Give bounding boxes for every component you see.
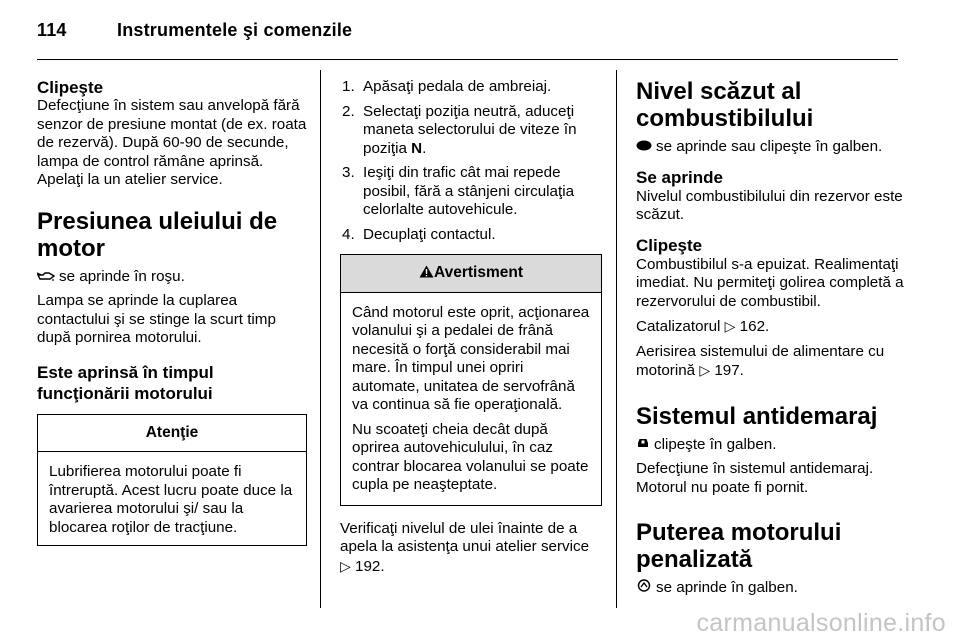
paragraph: Defecţiune în sistemul antidemaraj. Motorul nu poate fi pornit. [636, 460, 874, 496]
paragraph: Combustibilul s-a epuizat. Realimentaţi imediat. Nu permiteţi golirea completă a rezervorului de combustibil. [636, 255, 904, 310]
paragraph: Verificaţi nivelul de ulei înainte de a apela la asistenţa unui atelier service ▷ 192. [340, 519, 590, 575]
list-item: 3. Ieşiţi din trafic cât mai repede posibil, fără a stânjeni circulaţia celorlalte autovehicule. [342, 164, 575, 218]
icon-line: se aprinde sau clipeşte în galben. [636, 138, 914, 157]
icon-line: se aprinde în galben. [636, 579, 914, 598]
attention-box [37, 414, 307, 547]
list-item: 4. Decuplaţi contactul. [342, 225, 496, 243]
paragraph: Nivelul combustibilului din rezervor este scăzut. [636, 187, 903, 223]
warning-title: Avertisment [341, 255, 601, 293]
attention-title: Atenţie [38, 415, 306, 453]
page-number: 114 [37, 20, 67, 40]
column-2 [340, 78, 602, 582]
icon-line: clipeşte în galben. [636, 436, 914, 455]
steps-list [340, 78, 602, 244]
column-1 [37, 78, 307, 546]
paragraph: Aerisirea sistemului de alimentare cu motorină ▷ 197. [636, 342, 885, 379]
column-divider [320, 70, 321, 608]
engine-power-icon [636, 579, 652, 598]
section-title-immobiliser: Sistemul antidemaraj [636, 402, 878, 430]
car-key-icon [636, 436, 650, 455]
subheading-lights-up: Se aprinde [636, 167, 723, 187]
header-rule [37, 59, 898, 60]
page-ref-icon: ▷ [724, 318, 736, 334]
watermark: carmanualsonline.info [696, 609, 946, 637]
column-3 [636, 78, 914, 604]
oil-can-icon [37, 268, 55, 287]
subheading-engine-running: Este aprinsă în timpul funcţionării motorului [37, 362, 214, 403]
warning-box [340, 254, 602, 506]
subheading-flashes: Clipeşte [37, 78, 104, 97]
paragraph: Lampa se aprinde la cuplarea contactului şi se stinge la scurt timp după pornirea motorului. [37, 292, 276, 346]
attention-text: Lubrifierea motorului poate fi întreruptă. Acest lucru poate duce la avarierea motorului şi/ sau la blocarea roţilor de tracţiune. [49, 463, 293, 536]
section-title-low-fuel: Nivel scăzut al combustibilului [636, 78, 814, 132]
fuel-drop-icon [636, 138, 652, 157]
list-item: 2. Selectaţi poziţia neutră, aduceţi maneta selectorului de viteze în poziţia N. [342, 102, 577, 157]
section-title-oil-pressure: Presiunea uleiului de motor [37, 207, 278, 262]
paragraph: Defecţiune în sistem sau anvelopă fără senzor de presiune montat (de ex. roata de rezervă). După 60-90 de secunde, lampa de control rămâne aprinsă. Apelaţi la un atelier service. [37, 97, 307, 188]
list-item: 1. Apăsaţi pedala de ambreiaj. [342, 78, 552, 95]
page-ref-icon: ▷ [699, 362, 711, 378]
page-header [37, 20, 352, 41]
warning-text: Când motorul este oprit, acţionarea volanului şi a pedalei de frână necesită o forţă considerabil mai mare. În timpul unei opriri automate, unitatea de servofrână va continua să fie operaţională. [352, 303, 590, 413]
section-title-engine-power: Puterea motorului penalizată [636, 519, 842, 573]
page-title: Instrumentele şi comenzile [117, 20, 353, 40]
warning-text: Nu scoateţi cheia decât după oprirea autovehiculului, în caz contrar blocarea volanului se poate cupla pe neaşteptate. [352, 420, 589, 493]
subheading-flashes: Clipeşte [636, 235, 703, 255]
column-divider [616, 70, 617, 608]
page-ref-icon: ▷ [340, 557, 351, 574]
icon-line: se aprinde în roşu. [37, 268, 307, 287]
paragraph: Catalizatorul ▷ 162. [636, 318, 770, 335]
